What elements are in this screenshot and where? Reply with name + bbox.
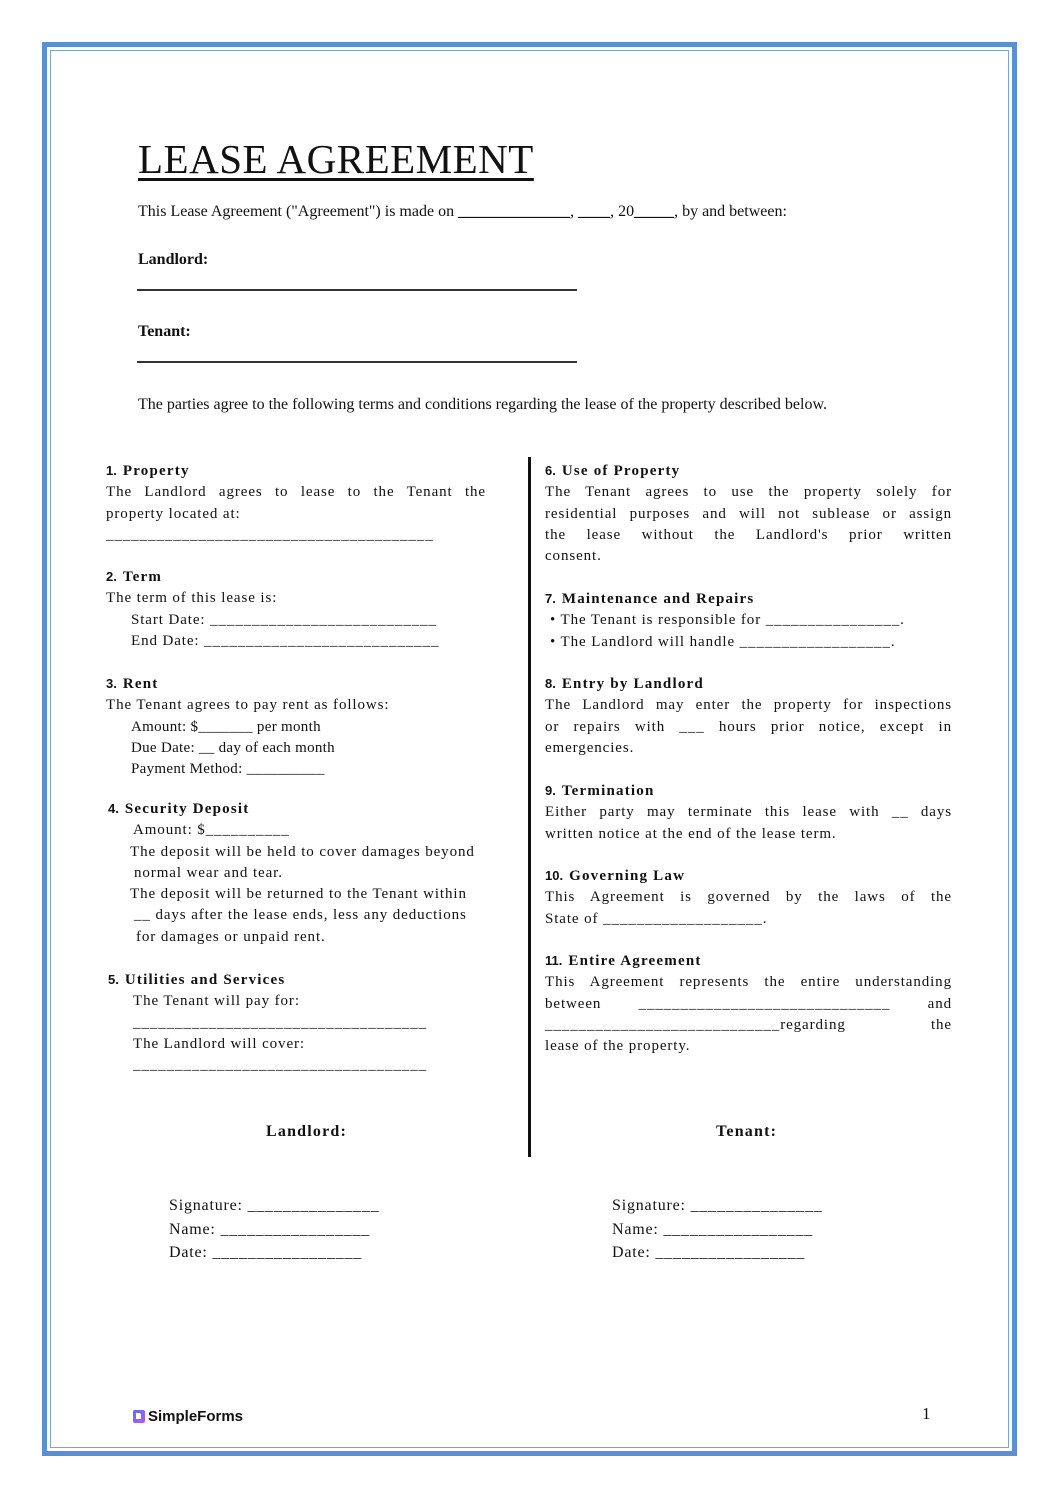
section-heading: Property — [122, 463, 190, 479]
party1-field[interactable]: between ______________________________ and — [545, 995, 952, 1012]
section-heading: Utilities and Services — [124, 972, 286, 988]
landlord-name-field[interactable] — [137, 289, 577, 291]
column-divider — [528, 457, 531, 1157]
section-text: The Landlord agrees to lease to the Tenant the — [106, 484, 486, 501]
page-number: 1 — [922, 1404, 931, 1423]
intro-suffix: , by and between: — [674, 203, 787, 220]
tenant-name-field[interactable]: Name: _________________ — [612, 1220, 814, 1238]
section-title — [106, 460, 486, 482]
section-heading: Termination — [561, 783, 655, 799]
day-blank[interactable]: ____ — [578, 203, 611, 220]
due-date-field[interactable]: Due Date: __ day of each month — [131, 739, 335, 756]
section-governing-law — [545, 865, 952, 930]
section-text: The Landlord may enter the property for inspections — [545, 697, 952, 714]
landlord-signature-heading: Landlord: — [266, 1123, 348, 1140]
list-item — [545, 610, 952, 631]
section-termination — [545, 780, 952, 845]
section-property — [106, 460, 486, 546]
bullet-icon: • — [550, 633, 561, 650]
landlord-label: Landlord: — [138, 251, 209, 268]
party2-field[interactable]: ____________________________regarding the — [545, 1016, 952, 1033]
tenant-date-field[interactable]: Date: _________________ — [612, 1244, 806, 1261]
section-number: 1. — [106, 463, 117, 478]
section-heading: Term — [122, 569, 163, 585]
section-number: 9. — [545, 783, 556, 798]
landlord-responsibility-field[interactable]: The Landlord will handle __________________. — [560, 633, 896, 650]
section-term — [106, 566, 486, 652]
bullet-icon: • — [550, 612, 561, 629]
section-maintenance — [545, 588, 952, 653]
notice-days-field[interactable]: Either party may terminate this lease with __ days — [545, 804, 952, 821]
document-icon — [133, 1410, 145, 1423]
section-number: 6. — [545, 463, 556, 478]
section-heading: Use of Property — [561, 463, 681, 479]
section-entry — [545, 673, 952, 759]
tenant-name-field[interactable] — [137, 361, 577, 363]
state-field[interactable]: State of ___________________. — [545, 910, 768, 927]
start-date-field[interactable]: Start Date: ___________________________ — [131, 611, 437, 628]
section-utilities — [108, 969, 488, 1076]
parties-agreement-text: The parties agree to the following terms and conditions regarding the lease of the property described below. — [138, 396, 827, 413]
section-number: 3. — [106, 676, 117, 691]
section-heading: Maintenance and Repairs — [561, 591, 755, 607]
tenant-signature-heading: Tenant: — [716, 1123, 778, 1140]
intro-prefix: This Lease Agreement ("Agreement") is made on — [138, 203, 459, 220]
tenant-utilities-field[interactable]: ___________________________________ — [133, 1014, 427, 1031]
section-text: the lease without the Landlord's prior written — [545, 526, 952, 543]
deposit-amount-field[interactable]: Amount: $__________ — [133, 822, 290, 839]
list-item — [545, 632, 952, 653]
rent-amount-field[interactable]: Amount: $_______ per month — [131, 718, 321, 735]
section-security-deposit — [108, 798, 518, 948]
section-number: 7. — [545, 591, 556, 606]
section-text: The term of this lease is: — [106, 590, 278, 607]
document-title: LEASE AGREEMENT — [138, 136, 534, 182]
section-text: for damages or unpaid rent. — [136, 928, 326, 945]
section-number: 8. — [545, 676, 556, 691]
section-text: The Tenant agrees to use the property solely for — [545, 484, 952, 501]
landlord-date-field[interactable]: Date: _________________ — [169, 1244, 363, 1261]
section-text: The Tenant agrees to pay rent as follows: — [106, 697, 390, 714]
section-number: 4. — [108, 801, 119, 816]
date-blank[interactable]: ______________ — [458, 203, 571, 220]
landlord-utilities-field[interactable]: ___________________________________ — [133, 1057, 427, 1074]
section-text: This Agreement is governed by the laws of the — [545, 889, 952, 906]
section-text: This Agreement represents the entire understanding — [545, 974, 952, 991]
tenant-signature-block — [612, 1194, 823, 1265]
section-text: emergencies. — [545, 739, 635, 756]
section-number: 5. — [108, 972, 119, 987]
section-text: The Landlord will cover: — [133, 1035, 305, 1052]
section-heading: Entire Agreement — [568, 953, 702, 969]
section-heading: Governing Law — [569, 868, 686, 884]
year-prefix: , 20 — [610, 203, 635, 220]
section-rent — [106, 673, 486, 780]
section-number: 2. — [106, 569, 117, 584]
brand-name: SimpleForms — [148, 1408, 244, 1425]
section-use-of-property — [545, 460, 952, 567]
tenant-label: Tenant: — [138, 323, 191, 340]
section-heading: Security Deposit — [124, 801, 250, 817]
section-text: property located at: — [106, 505, 241, 522]
landlord-signature-block — [169, 1194, 380, 1265]
section-text: The deposit will be held to cover damages beyond — [130, 843, 475, 860]
section-text: The deposit will be returned to the Tenant within — [130, 886, 467, 903]
section-text: The Tenant will pay for: — [133, 993, 300, 1010]
section-entire-agreement — [545, 950, 952, 1057]
end-date-field[interactable]: End Date: ____________________________ — [131, 632, 440, 649]
section-text: residential purposes and will not sublease or assign — [545, 505, 952, 522]
tenant-responsibility-field[interactable]: The Tenant is responsible for ________________. — [560, 612, 905, 629]
section-number: 11. — [545, 953, 563, 968]
section-heading: Entry by Landlord — [561, 676, 704, 692]
section-text: __ days after the lease ends, less any deductions — [134, 907, 467, 924]
tenant-signature-field[interactable]: Signature: _______________ — [612, 1197, 823, 1214]
section-text: written notice at the end of the lease term. — [545, 825, 837, 842]
notice-hours-field[interactable]: or repairs with ___ hours prior notice, except in — [545, 718, 952, 735]
section-heading: Rent — [122, 676, 159, 692]
property-address-field[interactable]: _______________________________________ — [106, 526, 434, 543]
landlord-signature-field[interactable]: Signature: _______________ — [169, 1197, 380, 1214]
intro-line — [138, 202, 787, 222]
landlord-name-field[interactable]: Name: _________________ — [169, 1220, 371, 1238]
section-text: consent. — [545, 548, 602, 565]
separator: , — [570, 203, 579, 220]
simpleforms-logo — [133, 1408, 243, 1425]
section-number: 10. — [545, 868, 564, 883]
section-text: normal wear and tear. — [134, 864, 283, 881]
payment-method-field[interactable]: Payment Method: __________ — [131, 761, 325, 778]
year-blank[interactable]: _____ — [634, 203, 675, 220]
section-text: lease of the property. — [545, 1038, 691, 1055]
